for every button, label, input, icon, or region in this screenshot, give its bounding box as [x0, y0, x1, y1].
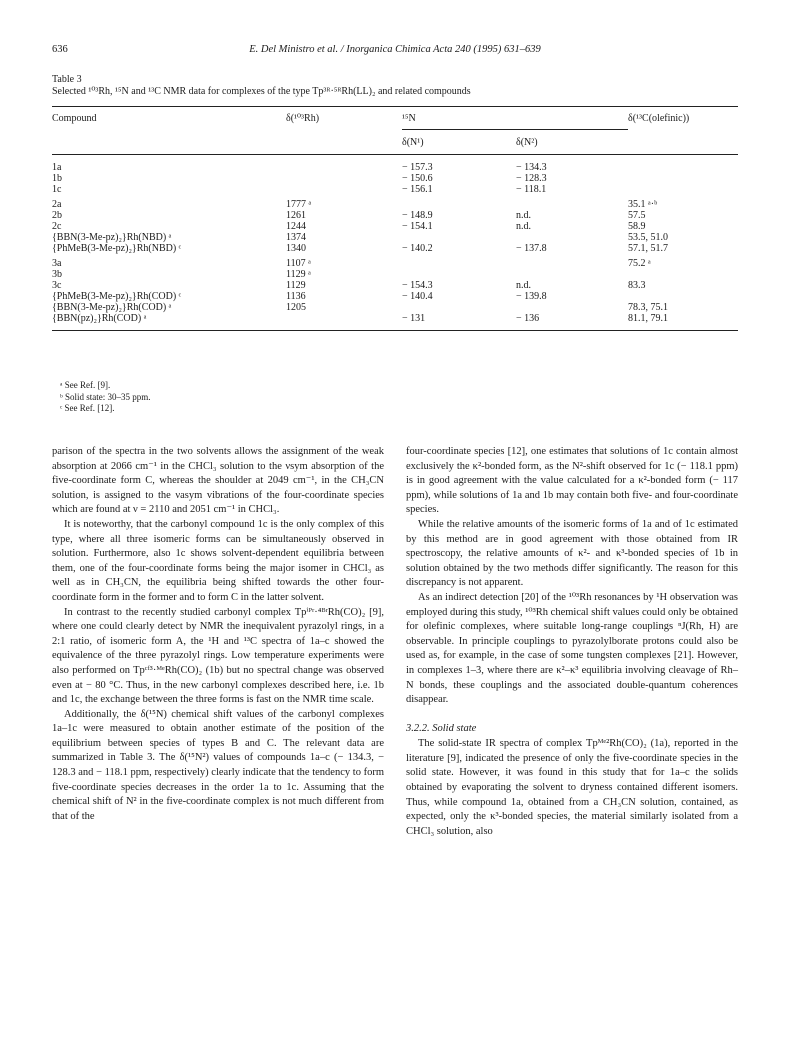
table-row: [52, 291, 738, 302]
table-row: [52, 313, 738, 331]
cell-n2: [516, 232, 628, 243]
cell-c13: 53.5, 51.0: [628, 232, 668, 243]
paragraph: Additionally, the δ(¹⁵N) chemical shift values of the carbonyl complexes 1a–1c were measured to obtain another estimate of the position of the equilibrium between species of types B and C. The relevant data are summarized in Table 3. The δ(¹⁵N²) values of compounds 1a–c (− 134.3, − 128.3 and − 118.1 ppm, respectively) clearly indicate that the tendency to form five-coordinate species decreases in the order 1a to 1c. Assuming that the chemical shift of N² in the five-coordinate complex is not much different from that of the: [52, 708, 384, 822]
table-row: [52, 254, 738, 269]
cell-rh: 1205: [286, 302, 306, 313]
col-header-n2: δ(N²): [516, 130, 628, 155]
page-number: 636: [52, 44, 68, 55]
paragraph: four-coordinate species [12], one estimates that solutions of 1c contain almost exclusively the κ²-bonded form, as the N²-shift observed for 1c (− 118.1 ppm) is in good agreement with the value calculated for a κ²-bonded form (− 117 ppm), while solutions of 1a and 1b may contain both five- and four-coordinate species.: [406, 446, 738, 516]
table-row: [52, 184, 738, 195]
col-header-rh: δ(¹⁰³Rh): [286, 107, 402, 130]
cell-compound: {PhMeB(3-Me-pz)₂}Rh(NBD) ᶜ: [52, 243, 182, 254]
cell-n1: − 148.9: [402, 210, 433, 221]
cell-compound: 3c: [52, 280, 62, 291]
cell-rh: [286, 173, 402, 184]
running-title: E. Del Ministro et al. / Inorganica Chimica Acta 240 (1995) 631–639: [249, 44, 541, 55]
cell-n2: − 118.1: [516, 184, 547, 195]
table-label: Table 3: [52, 74, 82, 85]
cell-n2: n.d.: [516, 221, 531, 232]
table-row: [52, 269, 738, 280]
paragraph: In contrast to the recently studied carbonyl complex Tpⁱᴾʳ·⁴ᴮʳRh(CO)₂ [9], where one could clearly detect by NMR the inequivalent pyrazolyl rings, in a 2:1 ratio, of isomeric form A, the ¹H and ¹³C spectra of 1a–c showed the equivalence of the three pyrazolyl rings. Low temperature experiments were also performed on Tpᶜᶠ³·ᴹᵉRh(CO)₂ (1b) but no spectral change was observed even at − 80 °C. Thus, in the new carbonyl complexes described here, i.e. 1b and 1c, the exchange between the three forms is fast on the NMR time scale.: [52, 606, 384, 706]
cell-n2: n.d.: [516, 280, 531, 291]
cell-rh: 1261: [286, 210, 306, 221]
cell-compound: {PhMeB(3-Me-pz)₂}Rh(COD) ᶜ: [52, 291, 182, 302]
paragraph: While the relative amounts of the isomeric forms of 1a and of 1c estimated by this method are in good agreement with those obtained from IR spectroscopy, the relative amounts of κ²- and κ³-bonded species of 1b in solution obtained by the two methods differ significantly. The reason for this discrepancy is not apparent.: [406, 518, 738, 589]
cell-n1: − 140.2: [402, 243, 433, 254]
cell-rh: 1107 ᵃ: [286, 258, 311, 269]
cell-c13: 83.3: [628, 280, 646, 291]
right-text-column: [406, 445, 738, 839]
cell-c13: 57.5: [628, 210, 646, 221]
cell-n1: [402, 269, 516, 280]
cell-c13: 57.1, 51.7: [628, 243, 668, 254]
cell-rh: [286, 313, 402, 331]
col-header-n15: ¹⁵N: [402, 107, 628, 130]
table-row: [52, 232, 738, 243]
paragraph: As an indirect detection [20] of the ¹⁰³Rh resonances by ¹H observation was employed during this study, ¹⁰³Rh chemical shift values could only be obtained for olefinic complexes, where suitable long-range couplings ⁿJ(Rh, H) are observable. In principle couplings to pyrazolylborate protons could also be used as, for example, in the case of some tungsten complexes [21]. However, in complexes 1–3, where there are κ²–κ³ equilibria involving cleavage of Rh–N bonds, these couplings and the associated double-quantum coherences disappear.: [406, 591, 738, 706]
paragraph: It is noteworthy, that the carbonyl compound 1c is the only complex of this type, where all three isomeric forms can be simultaneously observed in solution. Furthermore, also 1c shows solvent-dependent equilibria between them, one of the four-coordinate forms being the major isomer in CHCl₃ as well as in CH₃CN, the equilibria being shifted towards the other four-coordinate form in the former and to form C in the latter solvent.: [52, 518, 384, 603]
cell-rh: [286, 155, 402, 174]
table-row: [52, 221, 738, 232]
cell-c13: 35.1 ᵃ·ᵇ: [628, 199, 658, 210]
footnote: ᶜ See Ref. [12].: [60, 403, 115, 413]
cell-rh: 1129 ᵃ: [286, 269, 311, 280]
cell-n1: − 157.3: [402, 162, 433, 173]
table-row: [52, 173, 738, 184]
cell-n1: [402, 302, 516, 313]
nmr-data-table: [52, 106, 738, 331]
cell-n2: [516, 195, 628, 210]
cell-compound: {BBN(pz)₂}Rh(COD) ᵃ: [52, 313, 286, 331]
cell-compound: 1c: [52, 184, 62, 195]
cell-c13: 78.3, 75.1: [628, 302, 668, 313]
cell-compound: 3b: [52, 269, 62, 280]
cell-n1: − 156.1: [402, 184, 433, 195]
cell-c13: [628, 173, 738, 184]
cell-n1: [402, 195, 516, 210]
cell-n2: n.d.: [516, 210, 531, 221]
paragraph: parison of the spectra in the two solvents allows the assignment of the weak absorption at 2066 cm⁻¹ in the CHCl₃ solution to the νsym absorption of the five-coordinate form C, whereas the shoulder at 2049 cm⁻¹, in the CH₃CN solution, is assigned to the νasym vibrations of the four-coordinate species which are found at ν = 2110 and 2051 cm⁻¹ in CHCl₃.: [52, 446, 384, 516]
cell-rh: 1777 ᵃ: [286, 199, 312, 210]
cell-n2: [516, 302, 628, 313]
cell-n1: − 131: [402, 313, 516, 331]
col-header-compound: Compound: [52, 107, 286, 130]
cell-n2: − 137.8: [516, 243, 547, 254]
cell-n1: [402, 254, 516, 269]
cell-rh: 1340: [286, 243, 306, 254]
cell-n1: − 154.3: [402, 280, 433, 291]
cell-rh: 1374: [286, 232, 306, 243]
cell-n1: [402, 232, 516, 243]
footnote: ᵃ See Ref. [9].: [60, 380, 111, 390]
table-row: [52, 302, 738, 313]
cell-compound: 1a: [52, 162, 62, 173]
cell-compound: {BBN(3-Me-pz)₂}Rh(NBD) ᵃ: [52, 232, 172, 243]
col-header-c13: δ(¹³C(olefinic)): [628, 107, 738, 130]
cell-n2: [516, 269, 628, 280]
table-row: [52, 280, 738, 291]
table-row: [52, 195, 738, 210]
cell-rh: [286, 184, 402, 195]
cell-compound: 1b: [52, 173, 62, 184]
table-title: Selected ¹⁰³Rh, ¹⁵N and ¹³C NMR data for complexes of the type Tp³ᴿ·⁵ᴿRh(LL)₂ and related compounds: [52, 86, 471, 97]
cell-n2: [516, 254, 628, 269]
table-row: [52, 155, 738, 174]
cell-c13: 75.2 ᵃ: [628, 258, 651, 269]
cell-n1: − 150.6: [402, 173, 433, 184]
table-row: [52, 210, 738, 221]
cell-rh: 1136: [286, 291, 306, 302]
cell-n1: − 154.1: [402, 221, 433, 232]
cell-n1: − 140.4: [402, 291, 433, 302]
table-row: [52, 243, 738, 254]
table-footnotes: [60, 380, 151, 415]
cell-rh: 1244: [286, 221, 306, 232]
col-header-n1: δ(N¹): [402, 130, 516, 155]
cell-c13: 81.1, 79.1: [628, 313, 738, 331]
cell-compound: {BBN(3-Me-pz)₂}Rh(COD) ᵃ: [52, 302, 172, 313]
table-caption: [52, 74, 738, 98]
cell-c13: 58.9: [628, 221, 646, 232]
cell-compound: 2b: [52, 210, 62, 221]
cell-c13: [628, 184, 738, 195]
cell-compound: 2c: [52, 221, 62, 232]
cell-n2: − 134.3: [516, 162, 547, 173]
paragraph: The solid-state IR spectra of complex Tpᴹᵉ²Rh(CO)₂ (1a), reported in the literature [9], indicated the presence of only the five-coordinate species in the solid state. However, it was found in this study that for 1a–c the solids obtained by evaporating the solvent to dryness contained different isomers. Thus, while compound 1a, obtained from a CH₃CN solution, contained, as expected, only the κ³-bonded species, the material similarly isolated from a CHCl₃ solution, also: [406, 738, 738, 837]
cell-n2: − 128.3: [516, 173, 547, 184]
cell-n2: − 139.8: [516, 291, 547, 302]
left-text-column: [52, 445, 384, 824]
section-heading: 3.2.2. Solid state: [406, 722, 477, 734]
cell-c13: [628, 291, 738, 302]
cell-compound: 2a: [52, 199, 62, 210]
footnote: ᵇ Solid state: 30–35 ppm.: [60, 391, 151, 402]
cell-rh: 1129: [286, 280, 306, 291]
cell-c13: [628, 155, 738, 174]
cell-n2: − 136: [516, 313, 628, 331]
cell-c13: [628, 269, 738, 280]
cell-compound: 3a: [52, 258, 62, 269]
